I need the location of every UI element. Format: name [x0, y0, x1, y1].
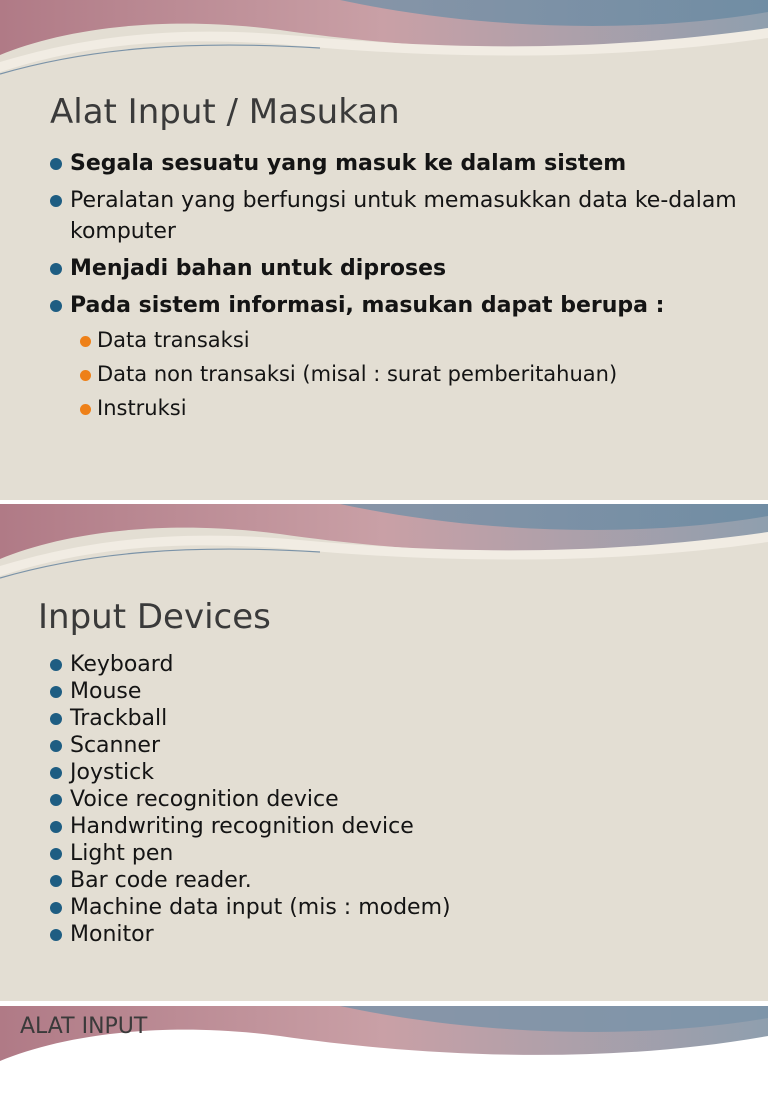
sub-list-item [70, 325, 738, 356]
list-item [48, 678, 738, 705]
bullet-dot-icon [50, 686, 62, 698]
device-list [48, 651, 738, 948]
bullet-dot-icon [50, 713, 62, 725]
bullet-dot-icon [50, 263, 62, 275]
bullet-dot-icon [50, 875, 62, 887]
header-wave-decoration [0, 504, 768, 594]
sub-bullet-list [70, 325, 738, 424]
sub-bullet-text: Instruksi [97, 396, 187, 420]
list-item [48, 290, 738, 424]
slide-title: Input Devices [38, 597, 271, 637]
bullet-text: Pada sistem informasi, masukan dapat berupa : [70, 293, 665, 318]
slide-2 [0, 504, 768, 1001]
list-item [48, 732, 738, 759]
bullet-text: Segala sesuatu yang masuk ke dalam sistem [70, 151, 627, 176]
sub-bullet-dot-icon [80, 404, 91, 415]
sub-bullet-dot-icon [80, 336, 91, 347]
slide-title: ALAT INPUT [20, 1014, 148, 1039]
device-label: Voice recognition device [70, 787, 339, 812]
slide-1 [0, 0, 768, 500]
device-label: Machine data input (mis : modem) [70, 895, 451, 920]
list-item [48, 921, 738, 948]
sub-list-item [70, 359, 738, 390]
bullet-dot-icon [50, 794, 62, 806]
list-item [48, 759, 738, 786]
device-label: Bar code reader. [70, 868, 252, 893]
list-item [48, 813, 738, 840]
sub-bullet-text: Data non transaksi (misal : surat pemberitahuan) [97, 362, 618, 386]
list-item [48, 840, 738, 867]
sub-bullet-text: Data transaksi [97, 328, 250, 352]
device-label: Handwriting recognition device [70, 814, 414, 839]
list-item [48, 786, 738, 813]
device-label: Scanner [70, 733, 161, 758]
bullet-dot-icon [50, 848, 62, 860]
bullet-dot-icon [50, 767, 62, 779]
device-label: Mouse [70, 679, 142, 704]
device-label: Joystick [70, 760, 155, 785]
device-label: Monitor [70, 922, 154, 947]
sub-bullet-dot-icon [80, 370, 91, 381]
header-wave-decoration [0, 0, 768, 90]
list-item [48, 705, 738, 732]
slide-title: Alat Input / Masukan [50, 92, 400, 132]
list-item [48, 148, 738, 179]
sub-list-item [70, 393, 738, 424]
bullet-dot-icon [50, 929, 62, 941]
list-item [48, 867, 738, 894]
bullet-dot-icon [50, 659, 62, 671]
device-label: Light pen [70, 841, 174, 866]
bullet-dot-icon [50, 821, 62, 833]
bullet-text: Peralatan yang berfungsi untuk memasukkan data ke-dalam komputer [70, 188, 737, 244]
bullet-dot-icon [50, 300, 62, 312]
list-item [48, 651, 738, 678]
bullet-dot-icon [50, 740, 62, 752]
bullet-text: Menjadi bahan untuk diproses [70, 256, 447, 281]
bullet-dot-icon [50, 902, 62, 914]
list-item [48, 185, 738, 247]
list-item [48, 253, 738, 284]
bullet-dot-icon [50, 158, 62, 170]
slide-3 [0, 1006, 768, 1039]
device-label: Trackball [70, 706, 168, 731]
device-label: Keyboard [70, 652, 174, 677]
list-item [48, 894, 738, 921]
bullet-list [48, 148, 738, 430]
bullet-dot-icon [50, 195, 62, 207]
